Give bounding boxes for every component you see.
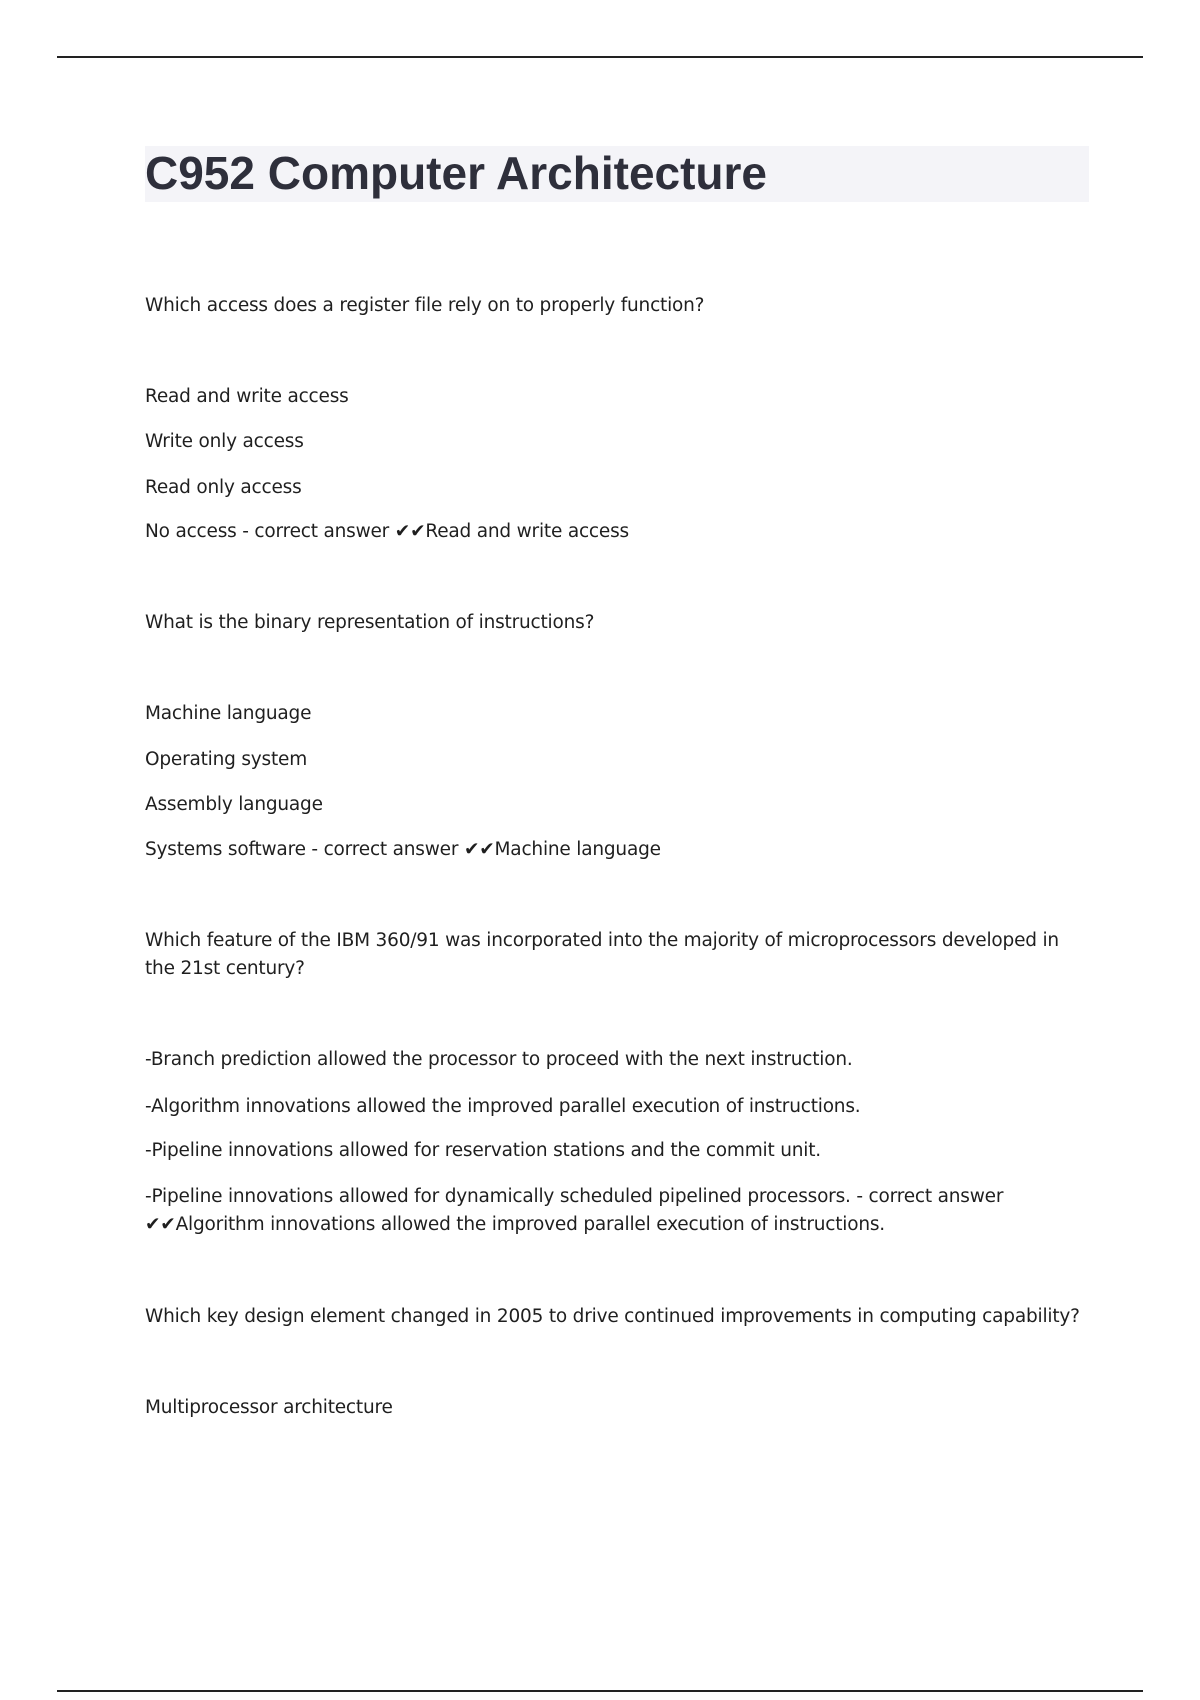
question-3-answer-line-1: -Pipeline innovations allowed for dynamically scheduled pipelined processors. - correct answer <box>145 1186 1004 1207</box>
question-2-option-3: Assembly language <box>145 794 323 815</box>
question-3-option-1: -Branch prediction allowed the processor to proceed with the next instruction. <box>145 1049 853 1070</box>
question-2-prompt: What is the binary representation of instructions? <box>145 612 595 633</box>
question-3-prompt-line-1: Which feature of the IBM 360/91 was incorporated into the majority of microprocessors developed in <box>145 930 1059 951</box>
question-1-answer: No access - correct answer ✔✔Read and write access <box>145 521 629 542</box>
page-title: C952 Computer Architecture <box>145 147 768 199</box>
question-2-option-2: Operating system <box>145 749 308 770</box>
question-3-prompt-line-2: the 21st century? <box>145 958 305 979</box>
question-2-answer: Systems software - correct answer ✔✔Machine language <box>145 839 661 860</box>
question-4-option-1: Multiprocessor architecture <box>145 1397 393 1418</box>
footer-rule <box>57 1690 1143 1692</box>
question-3-answer-line-2: ✔✔Algorithm innovations allowed the improved parallel execution of instructions. <box>145 1214 885 1235</box>
question-1-prompt: Which access does a register file rely on to properly function? <box>145 295 705 316</box>
question-2-option-1: Machine language <box>145 703 312 724</box>
question-1-option-3: Read only access <box>145 477 302 498</box>
question-3-option-2: -Algorithm innovations allowed the improved parallel execution of instructions. <box>145 1096 861 1117</box>
question-1-option-2: Write only access <box>145 431 304 452</box>
question-4-prompt: Which key design element changed in 2005 to drive continued improvements in computing capability? <box>145 1306 1080 1327</box>
question-1-option-1: Read and write access <box>145 386 349 407</box>
header-rule <box>57 56 1143 58</box>
question-3-option-3: -Pipeline innovations allowed for reservation stations and the commit unit. <box>145 1140 821 1161</box>
